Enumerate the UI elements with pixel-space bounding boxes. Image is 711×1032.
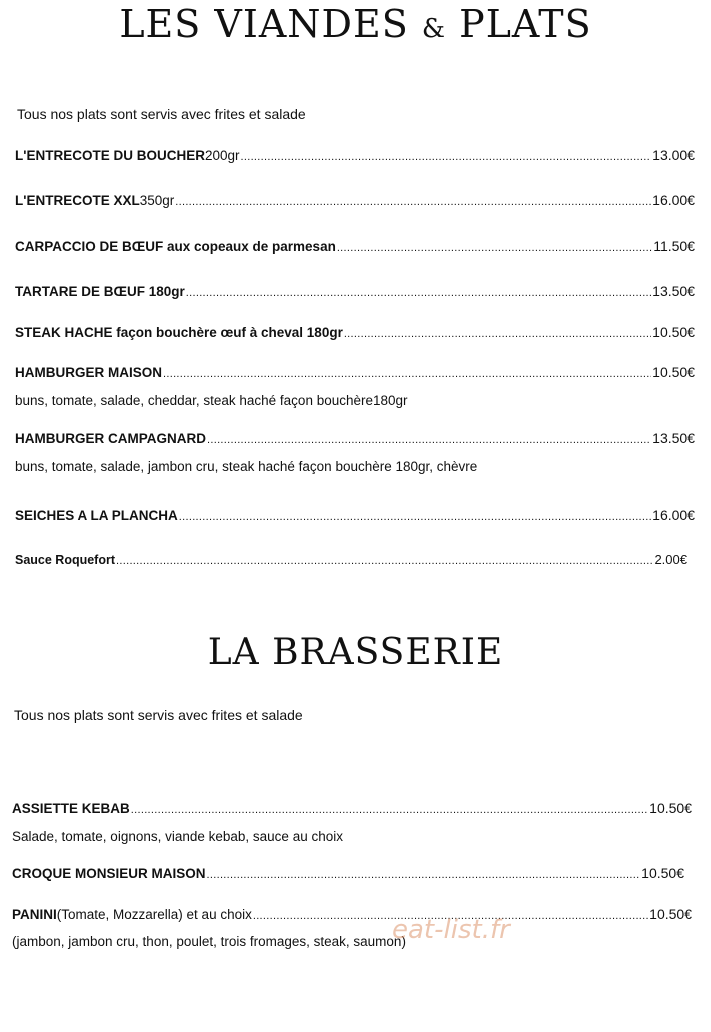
dot-leader <box>344 326 651 343</box>
item-name: TARTARE DE BŒUF 180gr <box>15 284 185 299</box>
menu-item <box>15 551 687 570</box>
item-price: 10.50€ <box>641 865 684 881</box>
item-extra: 350gr <box>139 193 175 208</box>
menu-item <box>12 800 692 845</box>
section-title-viandes <box>0 2 711 46</box>
item-description: buns, tomate, salade, cheddar, steak haché façon bouchère180gr <box>15 393 408 408</box>
dot-leader <box>337 240 652 257</box>
menu-item <box>12 865 684 884</box>
item-name: Sauce Roquefort <box>15 553 116 567</box>
item-name: CARPACCIO DE BŒUF aux copeaux de parmesan <box>15 239 336 254</box>
title-end: PLATS <box>459 2 592 46</box>
menu-item <box>15 430 695 475</box>
item-price: 2.00€ <box>654 552 687 567</box>
item-price: 10.50€ <box>652 364 695 380</box>
item-extra: 200gr <box>204 148 240 163</box>
menu-item <box>15 147 695 166</box>
item-description: (jambon, jambon cru, thon, poulet, trois fromages, steak, saumon) <box>12 934 406 949</box>
item-price: 10.50€ <box>649 800 692 816</box>
dot-leader <box>116 553 653 570</box>
item-name: L'ENTRECOTE DU BOUCHER <box>15 148 205 163</box>
item-extra: (Tomate, Mozzarella) et au choix <box>56 907 252 922</box>
section-title-brasserie: LA BRASSERIE <box>207 632 504 673</box>
item-name: CROQUE MONSIEUR MAISON <box>12 866 206 881</box>
section-intro-brasserie: Tous nos plats sont servis avec frites et salade <box>14 707 303 723</box>
item-price: 10.50€ <box>652 324 695 340</box>
menu-item <box>12 906 692 950</box>
dot-leader <box>163 366 651 383</box>
item-description: Salade, tomate, oignons, viande kebab, sauce au choix <box>12 829 343 844</box>
item-price: 13.50€ <box>652 430 695 446</box>
dot-leader <box>207 867 641 884</box>
title-ampersand: & <box>421 14 447 44</box>
title-main: LES VIANDES <box>119 2 409 46</box>
item-name: STEAK HACHE façon bouchère œuf à cheval 180gr <box>15 325 343 340</box>
item-price: 16.00€ <box>652 507 695 523</box>
dot-leader <box>175 194 651 211</box>
watermark-text: eat-list.fr <box>392 915 510 945</box>
item-name: L'ENTRECOTE XXL <box>15 193 140 208</box>
item-price: 11.50€ <box>653 238 695 254</box>
menu-item <box>15 324 695 343</box>
section-intro-viandes: Tous nos plats sont servis avec frites et salade <box>17 106 306 122</box>
item-price: 10.50€ <box>649 906 692 922</box>
dot-leader <box>186 285 651 302</box>
item-name: PANINI <box>12 907 57 922</box>
item-name: HAMBURGER CAMPAGNARD <box>15 431 206 446</box>
menu-item <box>15 283 695 302</box>
item-price: 13.50€ <box>652 283 695 299</box>
dot-leader <box>131 802 648 819</box>
item-description: buns, tomate, salade, jambon cru, steak haché façon bouchère 180gr, chèvre <box>15 459 478 474</box>
menu-item <box>15 192 695 211</box>
dot-leader <box>207 432 651 449</box>
menu-item <box>15 507 695 526</box>
dot-leader <box>179 509 651 526</box>
item-name: HAMBURGER MAISON <box>15 365 162 380</box>
menu-item <box>15 238 695 257</box>
dot-leader <box>241 149 652 166</box>
item-price: 16.00€ <box>652 192 695 208</box>
menu-item <box>15 364 695 409</box>
item-name: SEICHES A LA PLANCHA <box>15 508 178 523</box>
item-name: ASSIETTE KEBAB <box>12 801 130 816</box>
item-price: 13.00€ <box>652 147 695 163</box>
